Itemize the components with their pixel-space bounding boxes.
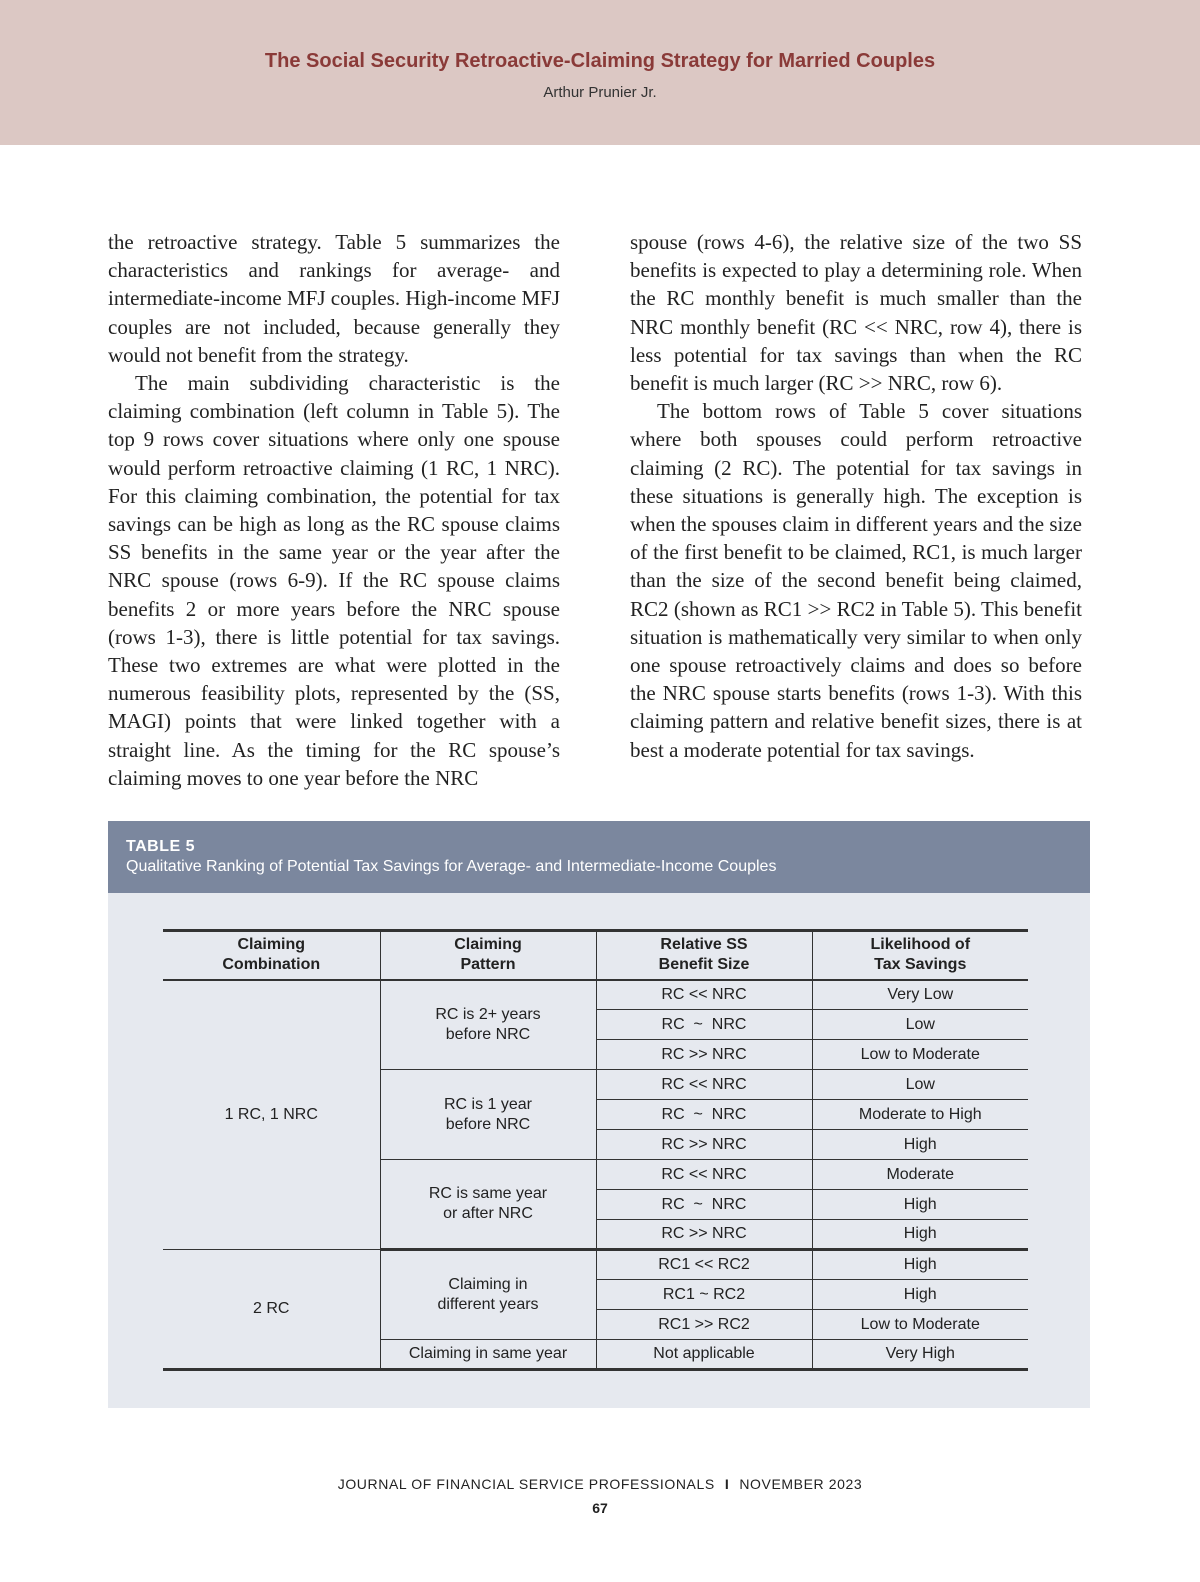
size-cell: RC >> NRC [596, 1130, 812, 1160]
likelihood-cell: Very Low [812, 980, 1028, 1010]
combination-cell: 1 RC, 1 NRC [163, 980, 380, 1250]
body-paragraph: The bottom rows of Table 5 cover situations where both spouses could perform retroactive claiming (2 RC). The potential for tax savings in these situations is generally high. The exception is when the spouses claim in different years and the size of the first benefit to be claimed, RC1, is much larger than the size of the second benefit being claimed, RC2 (shown as RC1 >> RC2 in Table 5). This benefit situation is mathematically very similar to when only one spouse retroactively claims and does so before the NRC spouse starts benefits (rows 1-3). With this claiming pattern and relative benefit sizes, there is at best a moderate potential for tax savings. [630, 399, 1082, 762]
pattern-cell [380, 1160, 596, 1250]
likelihood-cell: Very High [812, 1340, 1028, 1370]
column-header [380, 931, 596, 980]
table-label: TABLE 5 [126, 838, 195, 855]
header-text: Relative SS Benefit Size [658, 936, 750, 974]
likelihood-cell: Low [812, 1070, 1028, 1100]
likelihood-cell: Moderate to High [812, 1100, 1028, 1130]
right-column [630, 228, 1082, 764]
footer-separator: I [724, 1476, 730, 1492]
journal-name: JOURNAL OF FINANCIAL SERVICE PROFESSIONALS [337, 1476, 715, 1492]
likelihood-cell: Low [812, 1010, 1028, 1040]
size-cell: RC >> NRC [596, 1040, 812, 1070]
header-text: Likelihood of Tax Savings [870, 936, 971, 974]
size-cell: RC << NRC [596, 980, 812, 1010]
size-cell: RC >> NRC [596, 1220, 812, 1250]
header-text: Claiming Pattern [454, 936, 522, 974]
article-title: The Social Security Retroactive-Claiming Strategy for Married Couples [264, 50, 936, 72]
likelihood-cell: Low to Moderate [812, 1310, 1028, 1340]
body-paragraph: The main subdividing characteristic is the claiming combination (left column in Table 5). The top 9 rows cover situations where only one spouse would perform retroactive claiming (1 RC, 1 NRC). For this claiming combination, the potential for tax savings can be high as long as the RC spouse claims SS benefits in the same year or the year after the NRC spouse (rows 6-9). If the RC spouse claims benefits 2 or more years before the NRC spouse (rows 1-3), there is little potential for tax savings. These two extremes are what were plotted in the numerous feasibility plots, represented by the (SS, MAGI) points that were linked together with a straight line. As the timing for the RC spouse’s claiming moves to one year before the NRC [108, 371, 560, 790]
pattern-text: RC is 2+ years before NRC [435, 1005, 541, 1043]
header-band [0, 0, 1200, 145]
ranking-table [163, 929, 1028, 1371]
likelihood-cell: High [812, 1280, 1028, 1310]
pattern-cell: Claiming in same year [380, 1340, 596, 1370]
table-caption: Qualitative Ranking of Potential Tax Savings for Average- and Intermediate-Income Couples [126, 858, 777, 875]
size-cell: RC << NRC [596, 1160, 812, 1190]
likelihood-cell: High [812, 1250, 1028, 1280]
likelihood-cell: High [812, 1220, 1028, 1250]
pattern-cell [380, 1250, 596, 1340]
size-cell: Not applicable [596, 1340, 812, 1370]
likelihood-cell: Low to Moderate [812, 1040, 1028, 1070]
size-cell: RC1 ~ RC2 [596, 1280, 812, 1310]
pattern-cell [380, 980, 596, 1070]
issue-date: NOVEMBER 2023 [739, 1476, 863, 1492]
size-cell: RC1 << RC2 [596, 1250, 812, 1280]
size-cell: RC ~ NRC [596, 1010, 812, 1040]
combination-cell: 2 RC [163, 1250, 380, 1370]
likelihood-cell: Moderate [812, 1160, 1028, 1190]
body-paragraph: the retroactive strategy. Table 5 summarizes the characteristics and rankings for average- and intermediate-income MFJ couples. High-income MFJ couples are not included, because generally they would not benefit from the strategy. [108, 230, 561, 367]
column-header [163, 931, 380, 980]
article-author: Arthur Prunier Jr. [543, 84, 657, 101]
table-header-bar [108, 821, 1090, 893]
page-number: 67 [592, 1500, 608, 1516]
pattern-text: Claiming in different years [437, 1276, 539, 1313]
likelihood-cell: High [812, 1130, 1028, 1160]
pattern-cell [380, 1070, 596, 1160]
footer-journal [0, 1476, 1200, 1492]
body-paragraph: spouse (rows 4-6), the relative size of the two SS benefits is expected to play a determining role. When the RC monthly benefit is much smaller than the NRC monthly benefit (RC << NRC, row 4), there is less potential for tax savings than when the RC benefit is much larger (RC >> NRC, row 6). [630, 230, 1082, 396]
pattern-text: RC is 1 year before NRC [443, 1095, 533, 1133]
table-panel [108, 821, 1090, 1408]
size-cell: RC1 >> RC2 [596, 1310, 812, 1340]
table-row [163, 1250, 1028, 1280]
left-column [108, 228, 560, 792]
table-row [163, 980, 1028, 1010]
column-header [596, 931, 812, 980]
size-cell: RC << NRC [596, 1070, 812, 1100]
pattern-text: RC is same year or after NRC [428, 1185, 548, 1222]
header-text: Claiming Combination [222, 936, 321, 974]
size-cell: RC ~ NRC [596, 1100, 812, 1130]
column-header [812, 931, 1028, 980]
size-cell: RC ~ NRC [596, 1190, 812, 1220]
likelihood-cell: High [812, 1190, 1028, 1220]
